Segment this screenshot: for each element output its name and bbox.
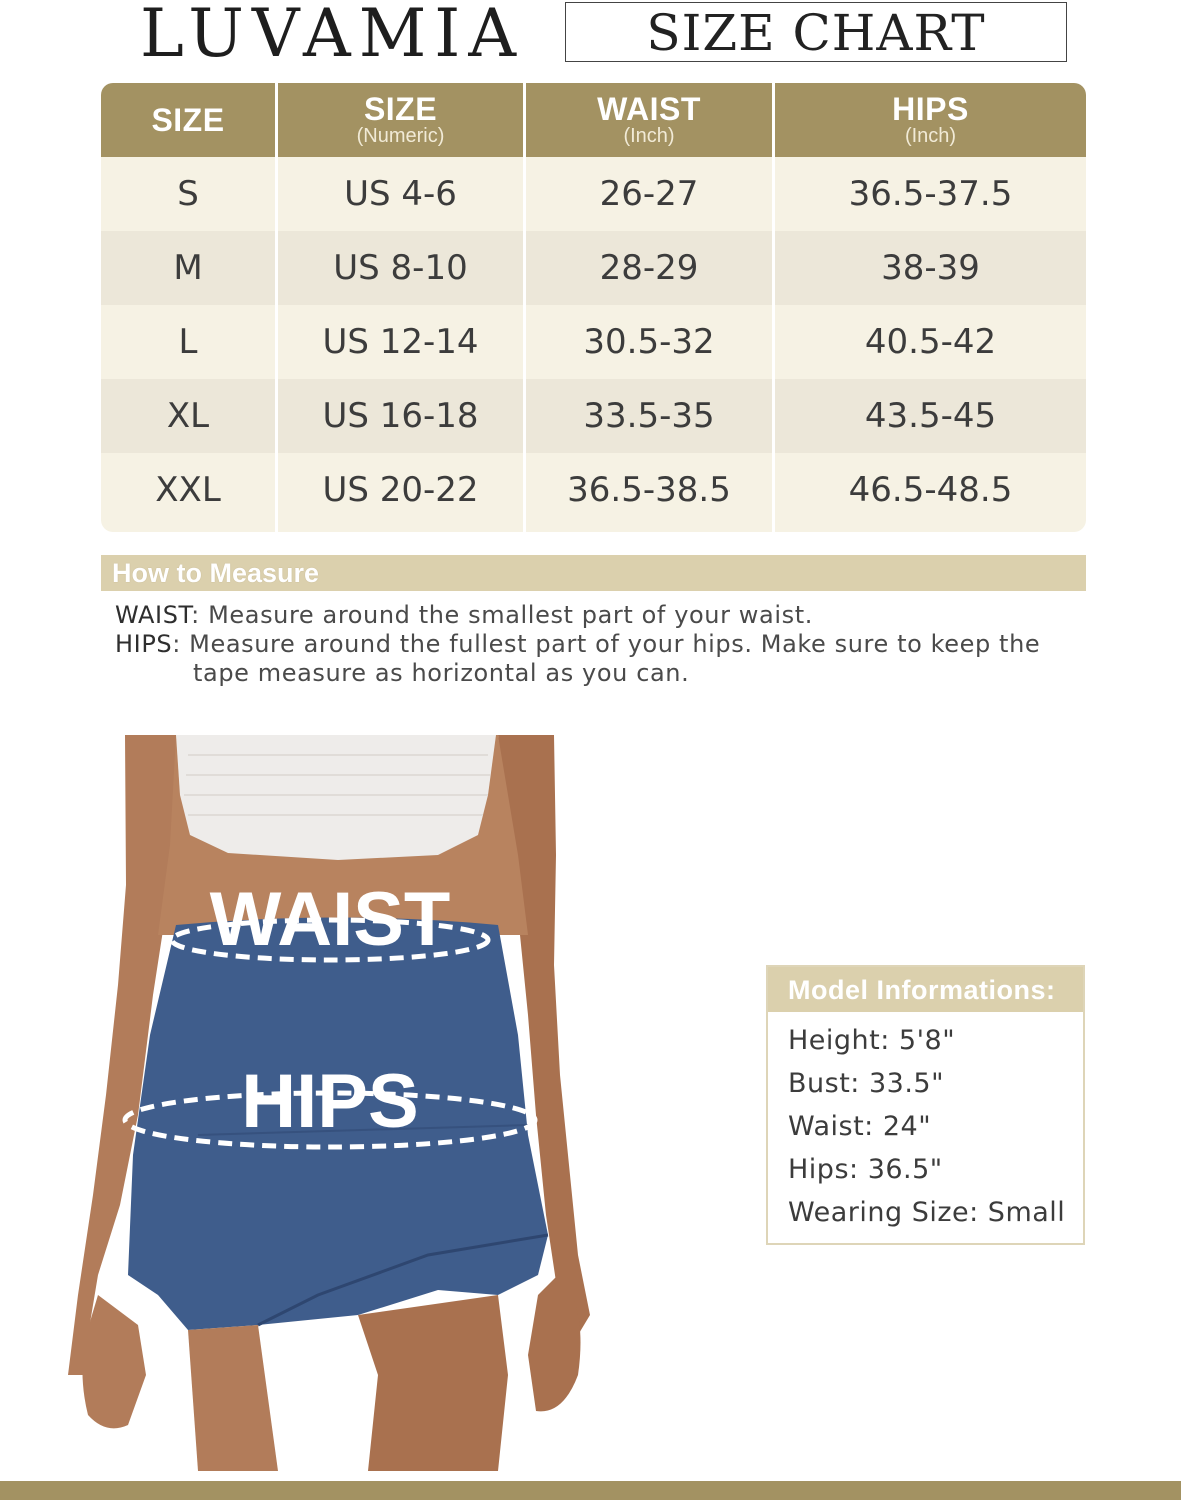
cell-hips: 43.5-45 — [864, 396, 997, 436]
model-info-header — [768, 967, 1083, 1012]
cell-waist: 33.5-35 — [583, 396, 715, 436]
hips-instruction-text: : Measure around the fullest part of your hips. Make sure to keep the — [172, 630, 1041, 658]
cell-numeric: US 20-22 — [322, 470, 479, 510]
cell-hips: 38-39 — [881, 248, 980, 288]
cell-size: M — [173, 248, 203, 288]
cell-waist: 36.5-38.5 — [567, 470, 731, 510]
bottom-accent-bar — [0, 1481, 1181, 1500]
column-divider — [275, 83, 278, 532]
header-hips: HIPS (Inch) — [892, 91, 969, 147]
table-row — [101, 231, 1086, 305]
brand-logo: LUVAMIA — [140, 0, 525, 72]
column-divider — [523, 83, 526, 532]
waist-instruction — [115, 601, 813, 630]
model-height: Height: 5'8" — [788, 1025, 956, 1056]
model-info-box — [766, 965, 1085, 1245]
hips-instruction-continued: tape measure as horizontal as you can. — [193, 659, 690, 687]
cell-waist: 30.5-32 — [583, 322, 715, 362]
table-row — [101, 157, 1086, 231]
column-divider — [772, 83, 775, 532]
table-header — [101, 83, 1086, 157]
size-chart-title: SIZE CHART — [565, 2, 1067, 62]
model-bust: Bust: 33.5" — [788, 1068, 945, 1099]
hips-instruction — [115, 630, 1040, 659]
model-hips: Hips: 36.5" — [788, 1154, 943, 1185]
cell-size: L — [178, 322, 198, 362]
cell-numeric: US 4-6 — [344, 174, 457, 214]
cell-size: XXL — [155, 470, 221, 510]
cell-size: S — [177, 174, 199, 214]
cell-hips: 46.5-48.5 — [848, 470, 1013, 510]
how-to-measure-banner — [101, 555, 1086, 591]
photo-hips-label: HIPS — [241, 1059, 419, 1144]
cell-size: XL — [166, 396, 210, 436]
header-size: SIZE — [151, 102, 225, 138]
table-row — [101, 453, 1086, 532]
hips-instruction-label: HIPS — [115, 630, 173, 658]
cell-numeric: US 16-18 — [322, 396, 479, 436]
cell-waist: 28-29 — [599, 248, 699, 288]
model-photo — [58, 735, 618, 1471]
how-to-measure-title: How to Measure — [112, 558, 320, 588]
waist-instruction-text: : Measure around the smallest part of your waist. — [191, 601, 813, 629]
header-waist: WAIST (Inch) — [597, 91, 701, 147]
table-row — [101, 379, 1086, 453]
size-table — [101, 83, 1086, 532]
cell-waist: 26-27 — [599, 174, 699, 214]
waist-instruction-label: WAIST — [115, 601, 192, 629]
cell-numeric: US 12-14 — [322, 322, 479, 362]
model-info-title: Model Informations: — [788, 975, 1056, 1005]
model-waist: Waist: 24" — [788, 1111, 932, 1142]
cell-hips: 40.5-42 — [864, 322, 997, 362]
model-wearing-size: Wearing Size: Small — [788, 1197, 1066, 1228]
cell-hips: 36.5-37.5 — [848, 174, 1013, 214]
photo-waist-label: WAIST — [209, 877, 451, 962]
table-row — [101, 305, 1086, 379]
header-size-numeric: SIZE (Numeric) — [356, 91, 445, 147]
cell-numeric: US 8-10 — [333, 248, 468, 288]
